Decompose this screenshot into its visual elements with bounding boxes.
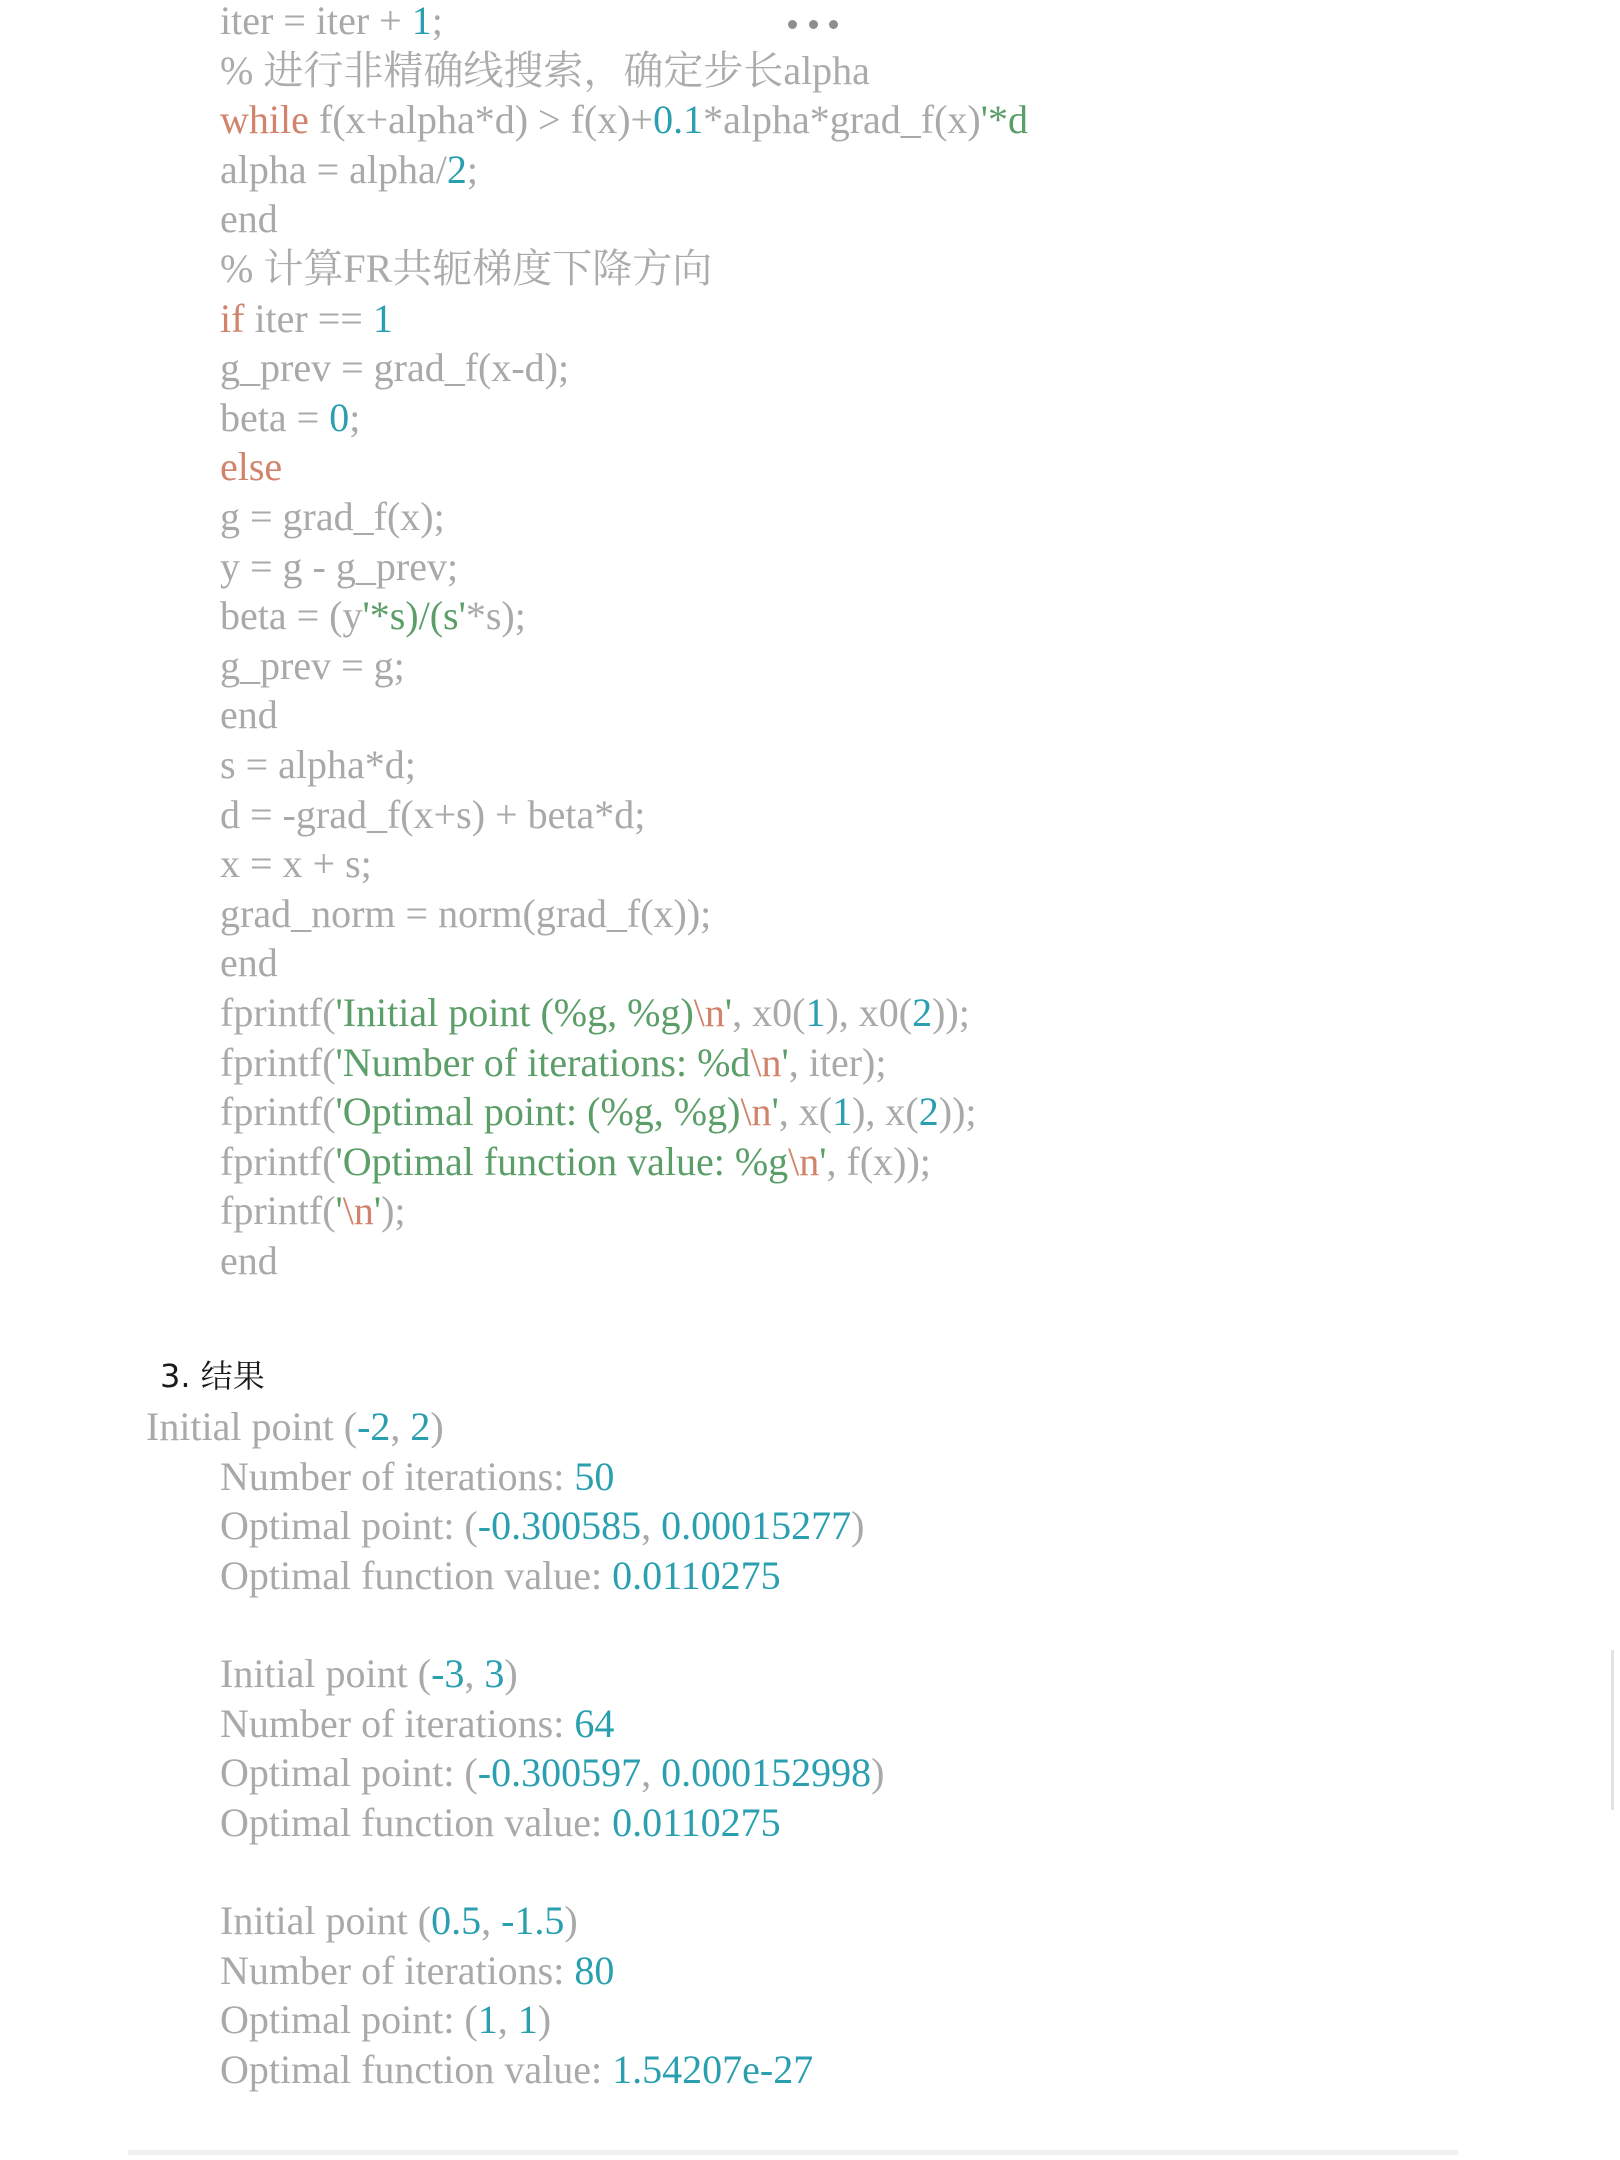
token-plain: Initial point ( (220, 1898, 432, 1943)
token-plain: , f(x)); (826, 1138, 931, 1184)
token-plain: Optimal point: ( (220, 1503, 478, 1549)
code-line (220, 1038, 886, 1088)
token-num: 0.1 (653, 97, 704, 143)
token-plain: fprintf( (220, 1039, 336, 1085)
token-plain: Optimal point: ( (220, 1997, 478, 2043)
token-str: ' (724, 990, 733, 1035)
code-line (220, 393, 360, 443)
token-plain: g_prev = g; (220, 642, 405, 688)
token-num: -3 (431, 1651, 465, 1696)
function-value-line (220, 1551, 781, 1601)
token-kw: else (220, 444, 283, 490)
code-line (220, 442, 282, 492)
token-num: 0.5 (431, 1898, 482, 1943)
code-line (220, 95, 1028, 145)
function-value-line (220, 2045, 813, 2095)
token-str: ' (771, 1089, 779, 1135)
more-horizontal-icon[interactable] (788, 14, 838, 34)
token-plain: ), x( (852, 1089, 919, 1135)
token-plain: end (220, 1238, 278, 1283)
token-plain: , x0( (732, 990, 806, 1035)
token-plain: end (220, 692, 278, 738)
token-kw: while (220, 97, 309, 143)
token-num: -0.300585 (477, 1503, 642, 1549)
token-plain: s = alpha*d; (220, 742, 416, 787)
code-line (220, 145, 478, 195)
token-num: 1 (805, 990, 826, 1035)
code-line (220, 46, 870, 96)
token-plain: , (390, 1404, 411, 1449)
token-num: 2 (410, 1404, 431, 1449)
token-str: 'Optimal function value: %g (335, 1138, 789, 1184)
token-str: ' (335, 1188, 343, 1234)
token-str: ' (781, 1039, 789, 1085)
token-plain: , (481, 1898, 502, 1943)
token-num: 1 (477, 1997, 498, 2043)
token-cmt: % 计算FR共轭梯度下降方向 (220, 246, 713, 291)
optimal-point-line (220, 1501, 864, 1551)
token-plain: iter = iter + (220, 0, 412, 43)
token-plain: ) (851, 1503, 865, 1549)
token-str: '*d (980, 97, 1028, 143)
token-plain: Initial point ( (146, 1404, 358, 1449)
iterations-line (220, 1699, 614, 1749)
code-line (220, 542, 458, 592)
token-plain: , x( (778, 1089, 833, 1135)
token-str: ' (819, 1138, 827, 1184)
token-plain: fprintf( (220, 990, 336, 1035)
token-str: 'Optimal point: (%g, %g) (335, 1089, 741, 1135)
token-num: -1.5 (501, 1898, 565, 1943)
token-str: 'Initial point (%g, %g) (335, 990, 694, 1035)
token-plain: ) (871, 1750, 885, 1796)
optimal-point-line (220, 1748, 884, 1798)
iterations-line (220, 1452, 614, 1502)
token-cmt: % 进行非精确线搜索，确定步长alpha (220, 47, 870, 93)
token-num: 0 (329, 394, 350, 440)
token-num: 0.00015277 (661, 1503, 852, 1549)
code-line (220, 1087, 977, 1137)
scrollbar[interactable] (1611, 1650, 1614, 1810)
token-kw: \n (740, 1089, 772, 1135)
token-plain: ) (430, 1404, 444, 1449)
token-plain: Optimal function value: (220, 1552, 613, 1598)
token-plain: )); (938, 1089, 977, 1135)
token-plain: Number of iterations: (220, 1947, 575, 1993)
token-plain: *s); (465, 593, 526, 639)
token-kw: \n (788, 1138, 820, 1184)
token-plain: ) (504, 1651, 518, 1696)
code-line (220, 988, 970, 1038)
token-num: 1 (372, 295, 393, 341)
token-plain: y = g - g_prev; (220, 543, 459, 589)
code-line (220, 1236, 278, 1286)
code-line (220, 839, 372, 889)
token-plain: ) (564, 1898, 578, 1943)
token-plain: ) (537, 1997, 552, 2043)
token-plain: Initial point ( (220, 1651, 432, 1696)
token-num: 1.54207e-27 (612, 2046, 814, 2092)
iterations-line (220, 1946, 614, 1996)
code-line (220, 294, 393, 344)
divider (128, 2150, 1458, 2155)
token-plain: d = -grad_f(x+s) + beta*d; (220, 791, 646, 837)
token-num: -0.300597 (477, 1750, 642, 1796)
token-plain: Optimal function value: (220, 1799, 613, 1845)
token-num: 3 (484, 1651, 505, 1696)
token-plain: Number of iterations: (220, 1700, 575, 1746)
token-num: 0.0110275 (612, 1552, 781, 1598)
token-num: 1 (517, 1997, 538, 2043)
token-plain: ); (381, 1188, 406, 1234)
token-plain: ; (349, 394, 361, 440)
token-kw: if (220, 295, 245, 341)
token-plain: Optimal function value: (220, 2046, 613, 2092)
token-str: '*s)/(s' (362, 593, 466, 639)
token-plain: Optimal point: ( (220, 1750, 478, 1796)
code-line (220, 591, 526, 641)
code-line (220, 690, 278, 740)
token-plain: Number of iterations: (220, 1453, 575, 1499)
token-plain: , iter); (788, 1039, 887, 1085)
initial-point-line (220, 1896, 578, 1946)
token-plain: g = grad_f(x); (220, 494, 445, 539)
token-plain: ), x0( (825, 990, 913, 1035)
token-num: 2 (918, 1089, 939, 1135)
code-line (220, 641, 405, 691)
token-plain: )); (932, 990, 970, 1035)
section-heading: 3. 结果 (160, 1357, 265, 1395)
token-kw: \n (750, 1039, 782, 1085)
token-plain: ; (431, 0, 443, 43)
code-line (220, 1137, 931, 1187)
token-plain: beta = (220, 394, 330, 440)
code-line (220, 492, 445, 542)
token-plain: fprintf( (220, 1138, 336, 1184)
token-plain: beta = (y (220, 593, 363, 639)
initial-point-line (220, 1649, 518, 1699)
token-plain: g_prev = grad_f(x-d); (220, 345, 570, 391)
code-line (220, 343, 569, 393)
optimal-point-line (220, 1995, 551, 2045)
token-num: 1 (411, 0, 432, 43)
token-plain: end (220, 940, 278, 986)
token-num: 2 (912, 990, 933, 1035)
token-num: 2 (446, 146, 467, 192)
initial-point-line (146, 1402, 444, 1452)
token-plain: fprintf( (220, 1089, 336, 1135)
code-line (220, 244, 712, 294)
token-plain: end (220, 196, 278, 242)
token-plain: , (497, 1997, 518, 2043)
token-plain: *alpha*grad_f(x) (703, 97, 981, 143)
token-str: 'Number of iterations: %d (335, 1039, 751, 1085)
code-line (220, 889, 711, 939)
token-plain: fprintf( (220, 1188, 336, 1234)
token-num: 80 (574, 1947, 615, 1993)
token-num: 0.000152998 (661, 1750, 872, 1796)
token-plain: , (641, 1503, 662, 1549)
token-plain: ; (466, 146, 479, 192)
token-kw: \n (342, 1188, 374, 1234)
function-value-line (220, 1798, 781, 1848)
token-plain: iter == (244, 295, 373, 341)
code-line (220, 740, 416, 790)
token-plain: x = x + s; (220, 841, 372, 887)
code-line (220, 938, 278, 988)
token-kw: \n (693, 990, 725, 1035)
token-str: ' (373, 1188, 382, 1234)
token-num: 64 (574, 1700, 615, 1746)
token-plain: , (464, 1651, 485, 1696)
token-num: 50 (574, 1453, 615, 1499)
token-plain: , (641, 1750, 662, 1796)
token-plain: grad_norm = norm(grad_f(x)); (220, 890, 712, 936)
token-plain: f(x+alpha*d) > f(x)+ (308, 97, 654, 143)
token-num: 0.0110275 (612, 1799, 781, 1845)
token-num: -2 (357, 1404, 391, 1449)
code-line (220, 1186, 406, 1236)
code-line (220, 790, 645, 840)
code-line (220, 0, 443, 46)
code-line (220, 194, 278, 244)
token-num: 1 (832, 1089, 853, 1135)
token-plain: alpha = alpha/ (220, 146, 447, 192)
